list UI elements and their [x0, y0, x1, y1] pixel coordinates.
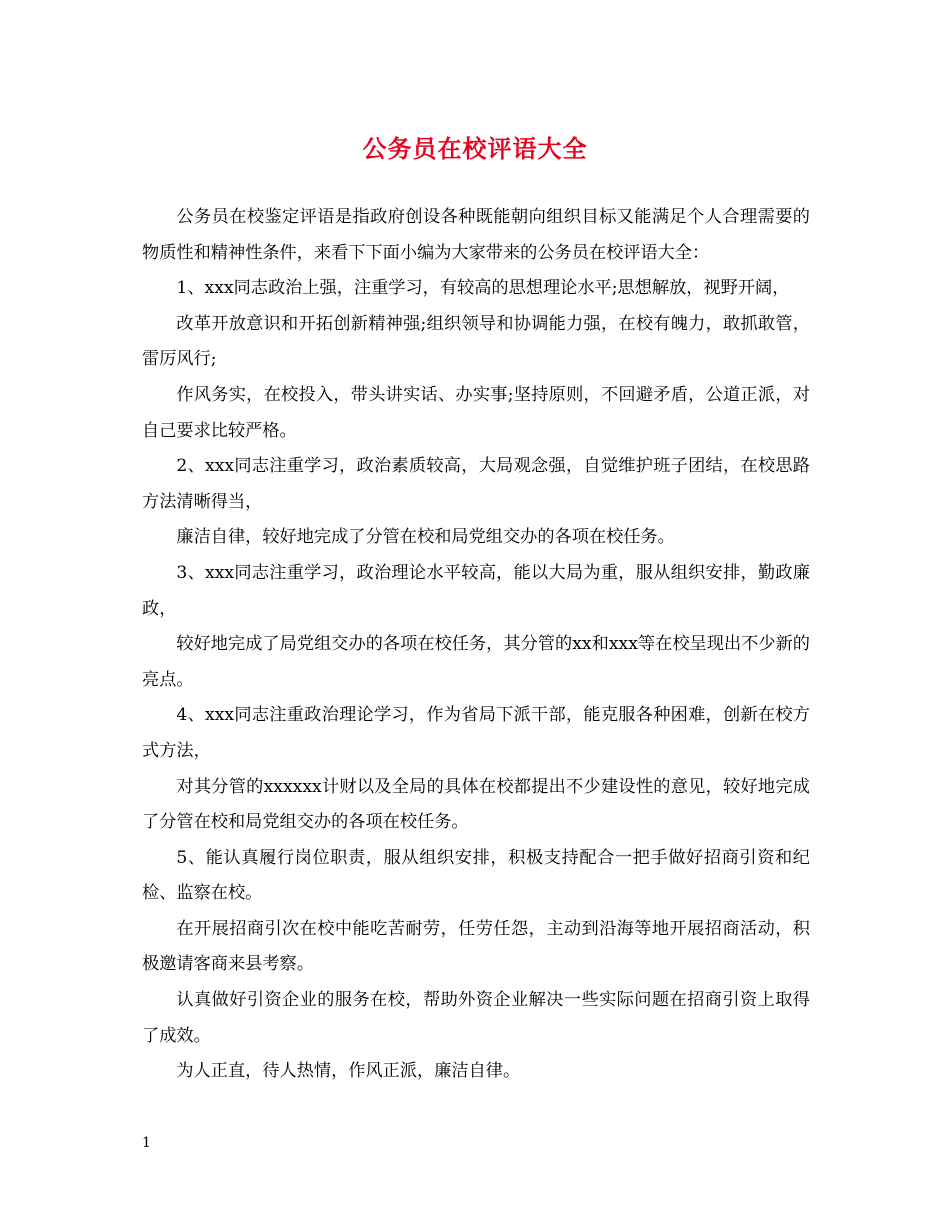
paragraph-5a: 5、能认真履行岗位职责，服从组织安排，积极支持配合一把手做好招商引资和纪检、监察在校。	[142, 847, 810, 904]
paragraph-3a: 3、xxx同志注重学习，政治理论水平较高，能以大局为重，服从组织安排，勤政廉政，	[142, 562, 810, 619]
page-number: 1	[142, 1135, 151, 1151]
document-body	[142, 200, 810, 1090]
paragraph-1c: 作风务实，在校投入，带头讲实话、办实事;坚持原则，不回避矛盾，公道正派，对自己要求比较严格。	[142, 384, 810, 441]
paragraph-5d: 为人正直，待人热情，作风正派，廉洁自律。	[176, 1061, 521, 1082]
paragraph-5b: 在开展招商引次在校中能吃苦耐劳，任劳任怨，主动到沿海等地开展招商活动，积极邀请客商来县考察。	[142, 918, 810, 975]
paragraph-5c: 认真做好引资企业的服务在校，帮助外资企业解决一些实际问题在招商引资上取得了成效。	[142, 990, 810, 1046]
paragraph-1a: 1、xxx同志政治上强，注重学习，有较高的思想理论水平;思想解放，视野开阔，	[176, 278, 790, 299]
paragraph-4a: 4、xxx同志注重政治理论学习，作为省局下派干部，能克服各种困难，创新在校方式方法，	[142, 705, 810, 761]
paragraph-4b: 对其分管的xxxxxx计财以及全局的具体在校都提出不少建设性的意见，较好地完成了分管在校和局党组交办的各项在校任务。	[142, 776, 810, 833]
paragraph-2a: 2、xxx同志注重学习，政治素质较高，大局观念强，自觉维护班子团结，在校思路方法清晰得当，	[142, 456, 810, 512]
paragraph-2b: 廉洁自律，较好地完成了分管在校和局党组交办的各项在校任务。	[176, 527, 675, 548]
paragraph-1b: 改革开放意识和开拓创新精神强;组织领导和协调能力强，在校有魄力，敢抓敢管，雷厉风行;	[142, 313, 810, 370]
paragraph-3b: 较好地完成了局党组交办的各项在校任务，其分管的xx和xxx等在校呈现出不少新的亮点。	[142, 634, 810, 690]
document-title: 公务员在校评语大全	[362, 134, 588, 163]
paragraph-intro: 公务员在校鉴定评语是指政府创设各种既能朝向组织目标又能满足个人合理需要的物质性和精神性条件，来看下下面小编为大家带来的公务员在校评语大全：	[142, 207, 810, 263]
